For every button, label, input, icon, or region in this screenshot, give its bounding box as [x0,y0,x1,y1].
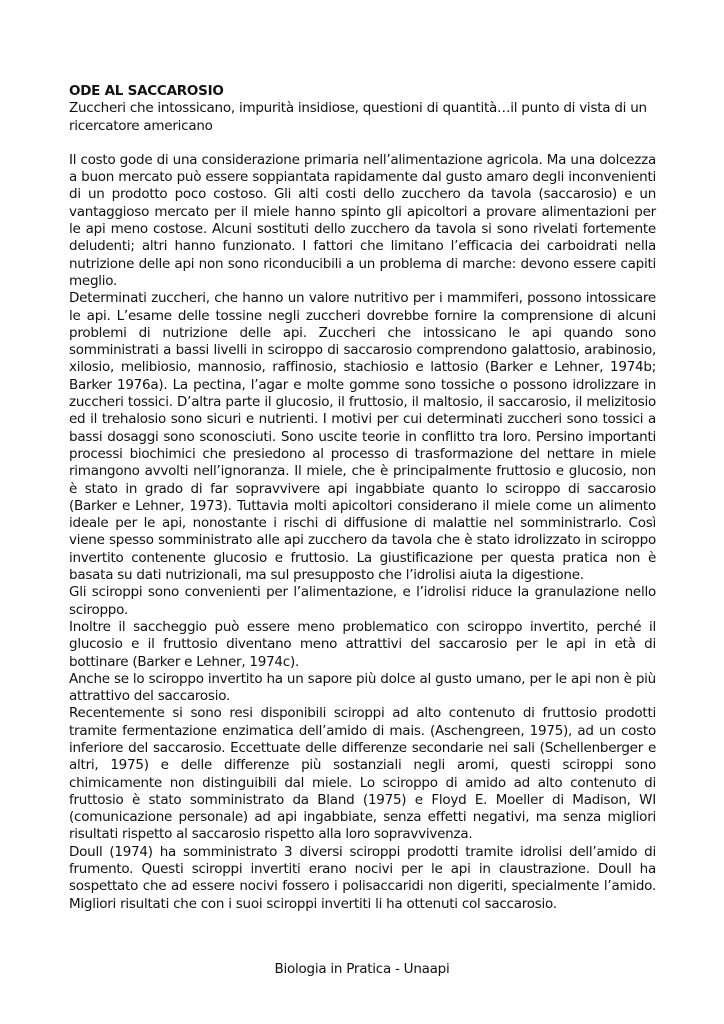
article-title: ODE AL SACCAROSIO [69,83,224,99]
document-body [69,83,656,913]
paragraph: Doull (1974) ha somministrato 3 diversi sciroppi prodotti tramite idrolisi dell’amido di frumento. Questi sciroppi invertiti erano nocivi per le api in claustrazione. Doull ha sospettato che ad essere nocivi fossero i polisaccaridi non digeriti, specialmente l’amido. Migliori risultati che con i suoi sciroppi invertiti li ha ottenuti col saccarosio. [69,843,656,912]
page-footer: Biologia in Pratica - Unaapi [274,961,450,977]
paragraph: Il costo gode di una considerazione primaria nell’alimentazione agricola. Ma una dolcezza a buon mercato può essere soppiantata rapidamente dal gusto amaro degli inconvenienti di un prodotto poco costoso. Gli alti costi dello zucchero da tavola (saccarosio) e un vantaggioso mercato per il miele hanno spinto gli apicoltori a provare alimentazioni per le api meno costose. Alcuni sostituti dello zucchero da tavola si sono rivelati fortemente deludenti; altri hanno funzionato. I fattori che limitano l’efficacia dei carboidrati nella nutrizione delle api non sono riconducibili a un problema di marche: devono essere capiti meglio. [69,151,656,289]
paragraph: Determinati zuccheri, che hanno un valore nutritivo per i mammiferi, possono intossicare le api. L’esame delle tossine negli zuccheri dovrebbe fornire la comprensione di alcuni problemi di nutrizione delle api. Zuccheri che intossicano le api quando sono somministrati a bassi livelli in sciroppo di saccarosio comprendono galattosio, arabinosio, xilosio, melibiosio, mannosio, raffinosio, stachiosio e lattosio (Barker e Lehner, 1974b; Barker 1976a). La pectina, l’agar e molte gomme sono tossiche o possono idrolizzare in zuccheri tossici. D’altra parte il glucosio, il fruttosio, il maltosio, il saccarosio, il melizitosio ed il trehalosio sono sicuri e nutrienti. I motivi per cui determinati zuccheri sono tossici a bassi dosaggi sono sconosciuti. Sono uscite teorie in conflitto tra loro. Persino importanti processi biochimici che presiedono al processo di trasformazione del nettare in miele rimangono avvolti nell’ignoranza. Il miele, che è principalmente fruttosio e glucosio, non è stato in grado di far sopravvivere api ingabbiate quanto lo sciroppo di saccarosio (Barker e Lehner, 1973). Tuttavia molti apicoltori considerano il miele come un alimento ideale per le api, nonostante i rischi di diffusione di malattie nel somministrarlo. Così viene spesso somministrato alle api zucchero da tavola che è stato idrolizzato in sciroppo invertito contenente glucosio e fruttosio. La giustificazione per questa pratica non è basata su dati nutrizionali, ma sul presupposto che l’idrolisi aiuta la digestione. [69,290,656,584]
paragraph: Anche se lo sciroppo invertito ha un sapore più dolce al gusto umano, per le api non è più attrattivo del saccarosio. [69,670,656,705]
paragraph: Recentemente si sono resi disponibili sciroppi ad alto contenuto di fruttosio prodotti tramite fermentazione enzimatica dell’amido di mais. (Aschengreen, 1975), ad un costo inferiore del saccarosio. Eccettuate delle differenze secondarie nei sali (Schellenberger e altri, 1975) e delle differenze più sostanziali negli aromi, questi sciroppi sono chimicamente non distinguibili dal miele. Lo sciroppo di amido ad alto contenuto di fruttosio è stato somministrato da Bland (1975) e Floyd E. Moeller di Madison, WI (comunicazione personale) ad api ingabbiate, senza effetti negativi, ma senza migliori risultati rispetto al saccarosio rispetto alla loro sopravvivenza. [69,705,656,843]
paragraph: Inoltre il saccheggio può essere meno problematico con sciroppo invertito, perché il glucosio e il fruttosio diventano meno attrattivi del saccarosio per le api in età di bottinare (Barker e Lehner, 1974c). [69,618,656,670]
paragraph: Gli sciroppi sono convenienti per l’alimentazione, e l’idrolisi riduce la granulazione nello sciroppo. [69,584,656,618]
article-subtitle: Zuccheri che intossicano, impurità insidiose, questioni di quantità…il punto di vista di un ricercatore americano [69,100,647,134]
